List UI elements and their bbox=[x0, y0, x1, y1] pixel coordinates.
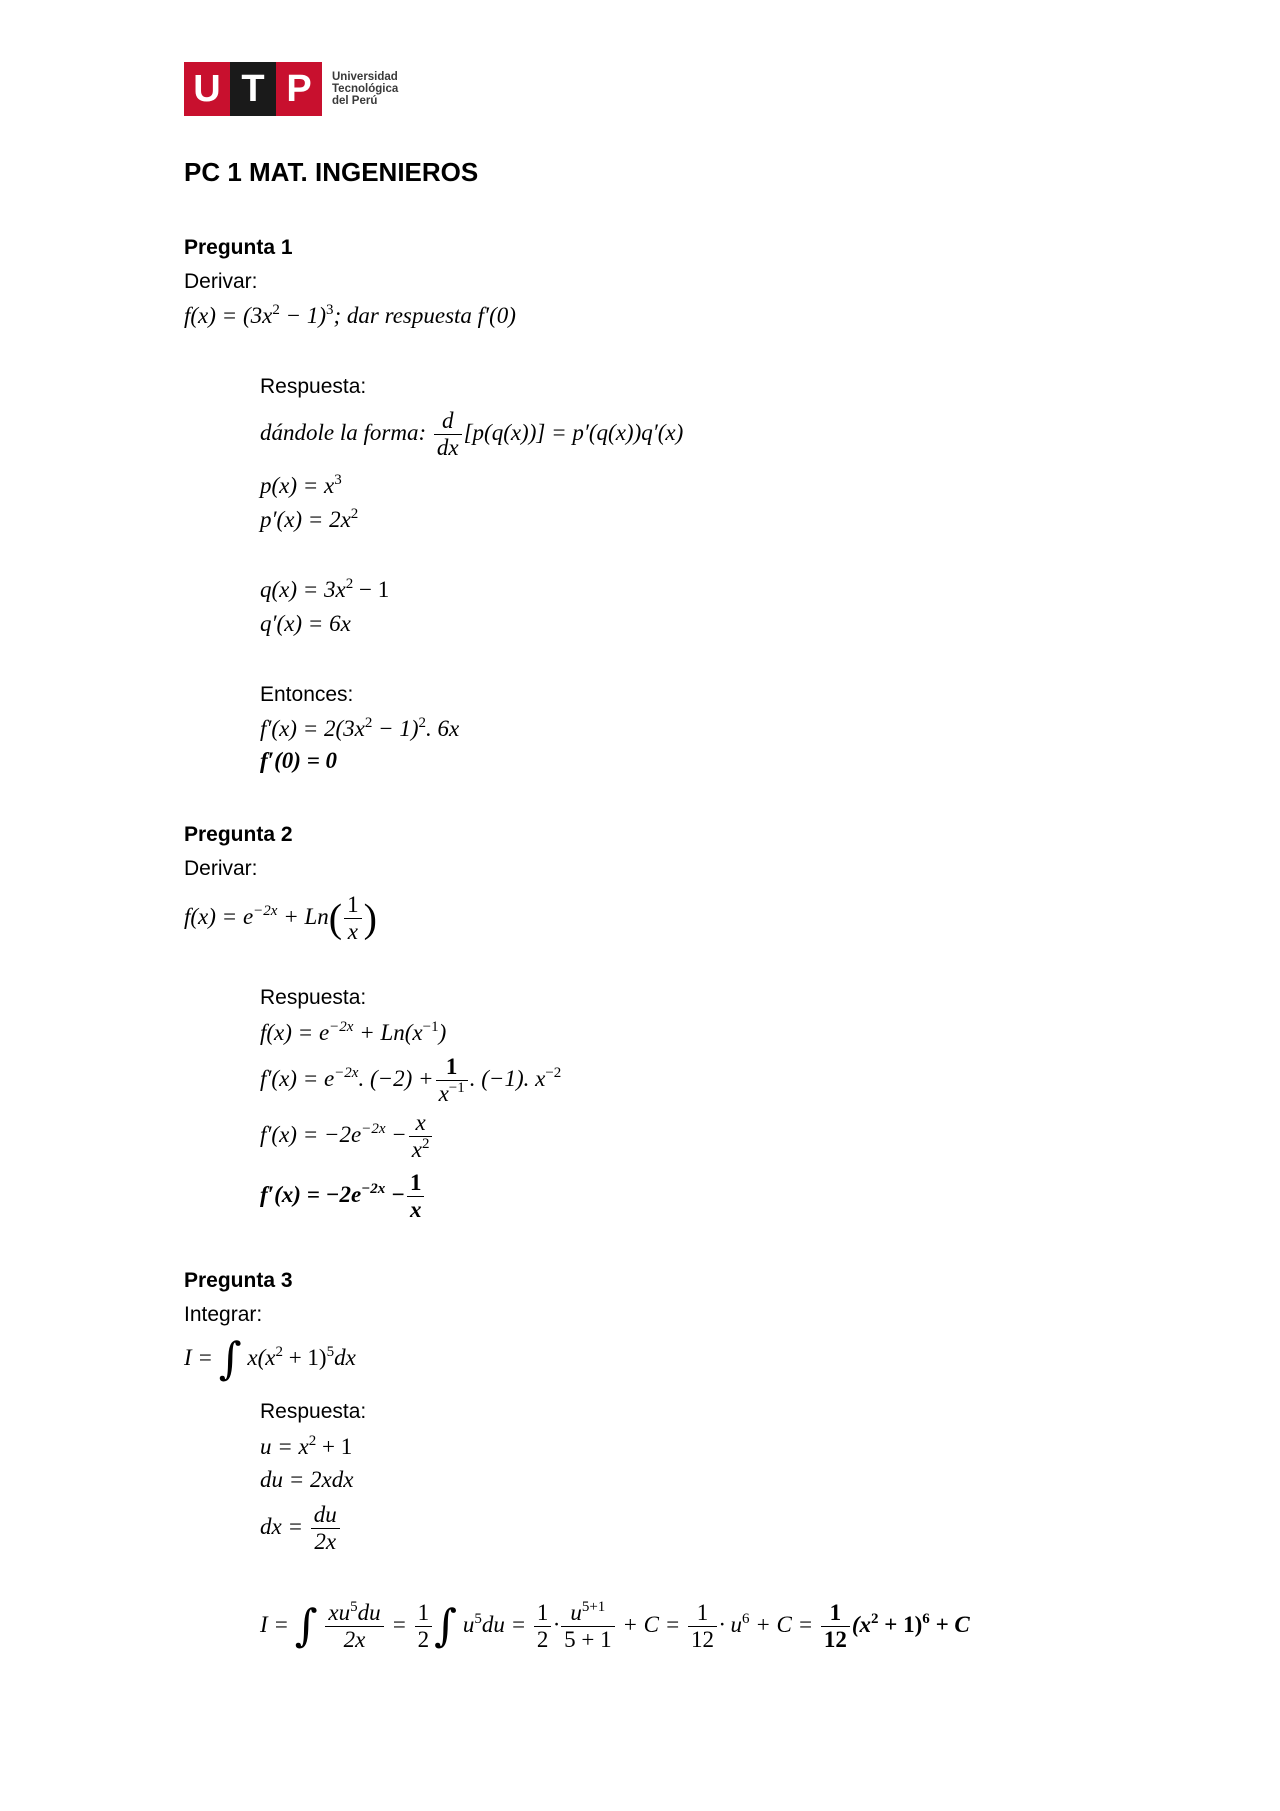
q2-result: $f'(x) = -2e^{-2x}$ − $\frac{1}{x}$ bbox=[260, 1170, 426, 1223]
q1-p: $p(x) = x^3$ bbox=[260, 472, 342, 498]
q1-heading: Pregunta 1 bbox=[184, 236, 293, 259]
q1-dq: q′(x) = 6x bbox=[260, 611, 351, 636]
page-title: PC 1 MAT. INGENIEROS bbox=[184, 157, 479, 187]
logo-word-2: Tecnológica bbox=[332, 83, 399, 95]
logo-word-3: del Perú bbox=[332, 95, 378, 107]
q2-heading: Pregunta 2 bbox=[184, 823, 293, 846]
q2-step-1: $f(x) = e^{-2x} + Ln(x^{-1})$ bbox=[260, 1019, 447, 1045]
q3-solution: I = ∫ $\frac{xu^5du}{2x}$ = $\frac{1}{2}$ ∫ $u^5du$ = $\frac{1}{2}$ · $\frac{u^{5+1}}{5 + 1}$ + C = $\frac{1}{12}$ · $u^6 + C$ = $\frac{1}{12}$ $(x^2 + 1)^6 + C$ bbox=[260, 1599, 970, 1652]
q2-instruction: Derivar: bbox=[184, 857, 258, 880]
q1-result: f′(0) = 0 bbox=[260, 748, 338, 773]
q3-statement: I = ∫ $x(x^2 + 1)^5dx$ bbox=[184, 1333, 356, 1385]
logo-letter-p: P bbox=[286, 67, 312, 110]
logo-letter-u: U bbox=[193, 67, 221, 110]
q2-step-2: $f'(x) = e^{-2x}$. (−2) + $\frac{1}{x^{-1}}$ . (−1). $x^{-2}$ bbox=[260, 1054, 562, 1106]
q3-instruction: Integrar: bbox=[184, 1303, 263, 1326]
logo-wordmark bbox=[332, 71, 398, 107]
q2-step-3: $f'(x) = -2e^{-2x}$ − $\frac{x}{x^2}$ bbox=[260, 1110, 434, 1163]
q1-dp: $p'(x) = 2x^2$ bbox=[260, 506, 359, 532]
q2-statement: $f(x) = e^{-2x} + Ln$( $\frac{1}{x}$ ) bbox=[184, 892, 377, 944]
q1-answer-label: Respuesta: bbox=[260, 375, 367, 398]
logo-letters bbox=[184, 62, 322, 116]
q3-du: du = 2xdx bbox=[260, 1467, 354, 1492]
q1-derivative: $f'(x) = 2(3x^2 - 1)^2$. 6x bbox=[260, 715, 460, 741]
q1-q: $q(x) = 3x^2 - 1$ bbox=[260, 576, 390, 602]
q1-chain-rule: dándole la forma: $\frac{d}{dx}$ [p(q(x))] = p′(q(x))q′(x) bbox=[260, 408, 684, 460]
q3-answer-label: Respuesta: bbox=[260, 1400, 367, 1423]
q3-heading: Pregunta 3 bbox=[184, 1269, 293, 1292]
q3-dx: dx = $\frac{du}{2x}$ bbox=[260, 1502, 342, 1555]
q2-answer-label: Respuesta: bbox=[260, 986, 367, 1009]
q3-u: $u = x^2 + 1$ bbox=[260, 1433, 353, 1459]
logo-word-1: Universidad bbox=[332, 71, 398, 83]
q1-then-label: Entonces: bbox=[260, 683, 354, 706]
logo-letter-t: T bbox=[230, 62, 276, 116]
q1-statement: $f(x) = (3x^2 - 1)^3$; dar respuesta f′(0) bbox=[184, 302, 516, 328]
q1-instruction: Derivar: bbox=[184, 270, 258, 293]
utp-logo bbox=[184, 62, 398, 116]
